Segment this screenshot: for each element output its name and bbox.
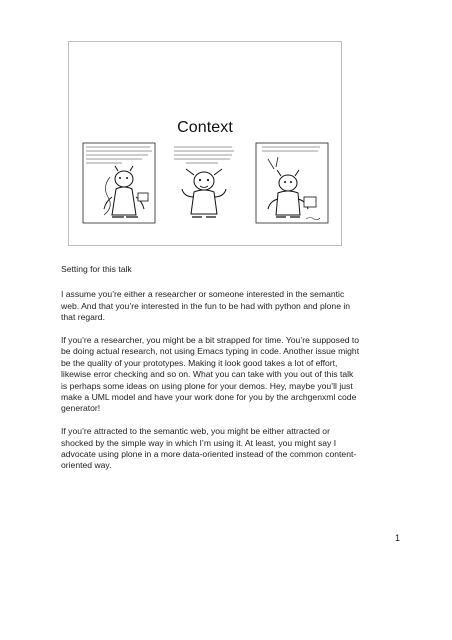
comic-panel-3 xyxy=(256,143,328,223)
page-number: 1 xyxy=(395,533,401,543)
comic-panel-1 xyxy=(83,143,155,223)
notes-paragraph: If you’re attracted to the semantic web, you might be either attracted or shocked by the simple way in which I’m using it. At least, you might say I advocate using plone in a more data-oriented instead of the common content-oriented way. xyxy=(61,426,357,471)
notes-paragraph: If you’re a researcher, you might be a bit strapped for time. You’re supposed to be doing actual research, not using Emacs typing in code. Another issue might be the quality of your prototypes. Making it look good takes a lot of effort, likewise error checking and so on. What you can take with you out of this talk is perhaps some ideas on using plone for your demos. Hey, maybe you’ll just make a UML model and have your work done for you by the archgenxml code generator! xyxy=(61,335,360,414)
slide-title: Context xyxy=(177,119,233,136)
speaker-notes xyxy=(61,264,361,483)
comic-panel-2 xyxy=(170,143,242,223)
notes-heading: Setting for this talk xyxy=(61,264,132,274)
slide-thumbnail xyxy=(68,41,342,246)
notes-paragraph: I assume you’re either a researcher or someone interested in the semantic web. And that you’re interested in the fun to be had with python and plone in that regard. xyxy=(61,289,351,323)
comic-strip xyxy=(82,137,330,227)
